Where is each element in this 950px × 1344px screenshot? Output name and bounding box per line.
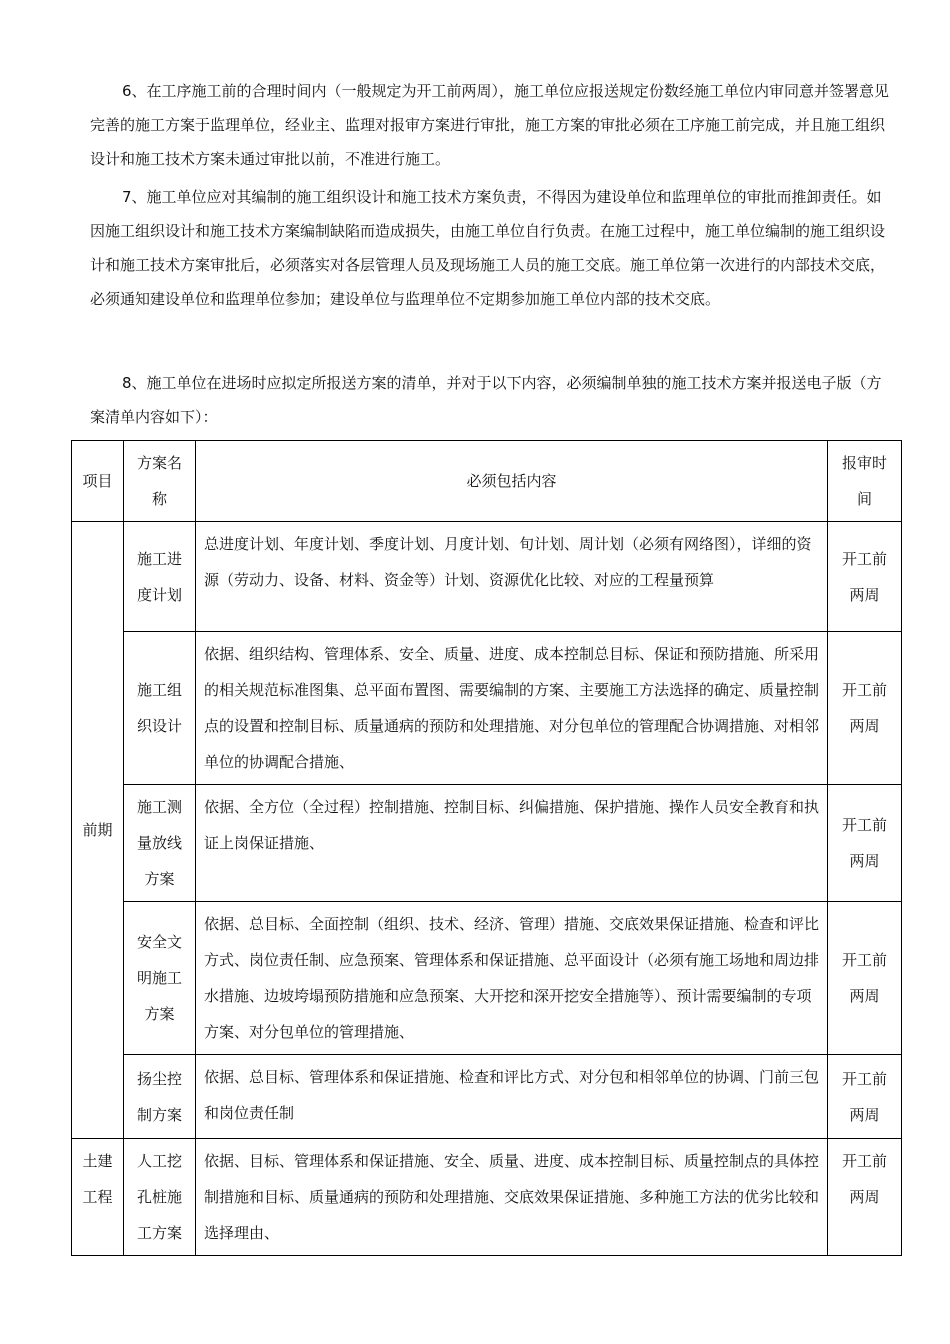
review-time-cell: 开工前两周 <box>828 1055 902 1139</box>
plan-name-cell: 施工组织设计 <box>124 632 196 785</box>
header-project: 项目 <box>72 441 124 522</box>
table-row <box>72 522 902 632</box>
review-time-cell: 开工前两周 <box>828 1139 902 1256</box>
project-cell: 前期 <box>72 522 124 1139</box>
plan-name-cell: 安全文明施工方案 <box>124 902 196 1055</box>
paragraph-7: 7、施工单位应对其编制的施工组织设计和施工技术方案负责，不得因为建设单位和监理单位的审批而推卸责任。如因施工组织设计和施工技术方案编制缺陷而造成损失，由施工单位自行负责。在施工过程中，施工单位编制的施工组织设计和施工技术方案审批后，必须落实对各层管理人员及现场施工人员的施工交底。施工单位第一次进行的内部技术交底，必须通知建设单位和监理单位参加；建设单位与监理单位不定期参加施工单位内部的技术交底。 <box>90 188 886 308</box>
project-cell: 土建工程 <box>72 1139 124 1256</box>
table-row <box>72 785 902 902</box>
table-row <box>72 902 902 1055</box>
content-cell: 总进度计划、年度计划、季度计划、月度计划、旬计划、周计划（必须有网络图），详细的资源（劳动力、设备、材料、资金等）计划、资源优化比较、对应的工程量预算 <box>196 522 828 632</box>
paragraph-8: 8、施工单位在进场时应拟定所报送方案的清单，并对于以下内容，必须编制单独的施工技术方案并报送电子版（方案清单内容如下）： <box>90 374 882 426</box>
content-cell: 依据、总目标、管理体系和保证措施、检查和评比方式、对分包和相邻单位的协调、门前三包和岗位责任制 <box>196 1055 828 1139</box>
review-time-cell: 开工前两周 <box>828 632 902 785</box>
content-cell: 依据、组织结构、管理体系、安全、质量、进度、成本控制总目标、保证和预防措施、所采用的相关规范标准图集、总平面布置图、需要编制的方案、主要施工方法选择的确定、质量控制点的设置和控制目标、质量通病的预防和处理措施、对分包单位的管理配合协调措施、对相邻单位的协调配合措施、 <box>196 632 828 785</box>
content-cell: 依据、目标、管理体系和保证措施、安全、质量、进度、成本控制目标、质量控制点的具体控制措施和目标、质量通病的预防和处理措施、交底效果保证措施、多种施工方法的优劣比较和选择理由、 <box>196 1139 828 1256</box>
table-row <box>72 1139 902 1256</box>
paragraph-6: 6、在工序施工前的合理时间内（一般规定为开工前两周），施工单位应报送规定份数经施工单位内审同意并签署意见完善的施工方案于监理单位，经业主、监理对报审方案进行审批，施工方案的审批必须在工序施工前完成，并且施工组织设计和施工技术方案未通过审批以前，不准进行施工。 <box>90 82 890 168</box>
header-plan-name: 方案名称 <box>124 441 196 522</box>
plan-list-table <box>71 440 902 1256</box>
plan-name-cell: 扬尘控制方案 <box>124 1055 196 1139</box>
content-cell: 依据、全方位（全过程）控制措施、控制目标、纠偏措施、保护措施、操作人员安全教育和执证上岗保证措施、 <box>196 785 828 902</box>
table-row <box>72 632 902 785</box>
header-required-content: 必须包括内容 <box>196 441 828 522</box>
plan-name-cell: 人工挖孔桩施工方案 <box>124 1139 196 1256</box>
plan-name-cell: 施工进度计划 <box>124 522 196 632</box>
table-row <box>72 1055 902 1139</box>
table-header-row <box>72 441 902 522</box>
review-time-cell: 开工前两周 <box>828 785 902 902</box>
review-time-cell: 开工前两周 <box>828 522 902 632</box>
content-cell: 依据、总目标、全面控制（组织、技术、经济、管理）措施、交底效果保证措施、检查和评比方式、岗位责任制、应急预案、管理体系和保证措施、总平面设计（必须有施工场地和周边排水措施、边坡垮塌预防措施和应急预案、大开挖和深开挖安全措施等）、预计需要编制的专项方案、对分包单位的管理措施、 <box>196 902 828 1055</box>
review-time-cell: 开工前两周 <box>828 902 902 1055</box>
header-review-time: 报审时间 <box>828 441 902 522</box>
plan-name-cell: 施工测量放线方案 <box>124 785 196 902</box>
